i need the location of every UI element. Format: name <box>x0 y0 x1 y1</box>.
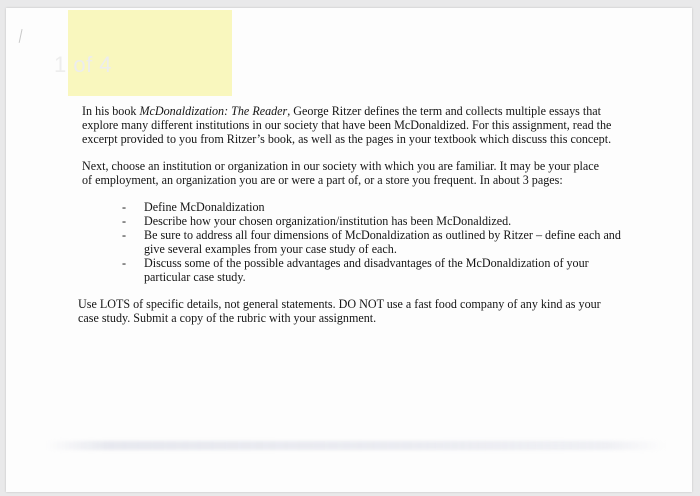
intro-paragraph <box>82 104 634 146</box>
bullet-dash: - <box>122 200 127 214</box>
bullet-dash: - <box>122 256 127 270</box>
list-item <box>118 214 628 228</box>
list-item-text: Discuss some of the possible advantages and disadvantages of the McDonaldization of your particular case study. <box>144 256 589 284</box>
document-page <box>6 8 692 492</box>
list-item <box>118 228 628 256</box>
intro-text-end: , George Ritzer defines the term and collects multiple essays that explore many different institutions in our society that have been McDonaldized. For this assignment, read the excerpt provided to you from Ritzer’s book, as well as the pages in your textbook which discuss this concept. <box>82 104 612 146</box>
assignment-text <box>78 104 642 338</box>
page-indicator: 1 of 4 <box>54 52 113 77</box>
closing-paragraph: Use LOTS of specific details, not general statements. DO NOT use a fast food company of any kind as your case study. Submit a copy of the rubric with your assignment. <box>78 297 601 325</box>
book-title: McDonaldization: The Reader <box>139 104 288 118</box>
bleed-through-text <box>46 441 666 450</box>
list-item-text: Be sure to address all four dimensions of McDonaldization as outlined by Ritzer – define each and give several examples from your case study of each. <box>144 228 621 256</box>
list-item <box>118 256 628 284</box>
requirements-list <box>82 200 628 284</box>
instructions-paragraph: Next, choose an institution or organization in our society with which you are familiar. It may be your place of employment, an organization you are or were a part of, or a store you frequent. In about 3 pages: <box>82 159 599 187</box>
bullet-dash: - <box>122 228 127 242</box>
pen-mark <box>19 29 33 45</box>
list-item <box>118 200 628 214</box>
intro-text-start: In his book <box>82 104 140 118</box>
list-item-text: Define McDonaldization <box>144 200 265 214</box>
bullet-dash: - <box>122 214 127 228</box>
list-item-text: Describe how your chosen organization/institution has been McDonaldized. <box>144 214 512 228</box>
